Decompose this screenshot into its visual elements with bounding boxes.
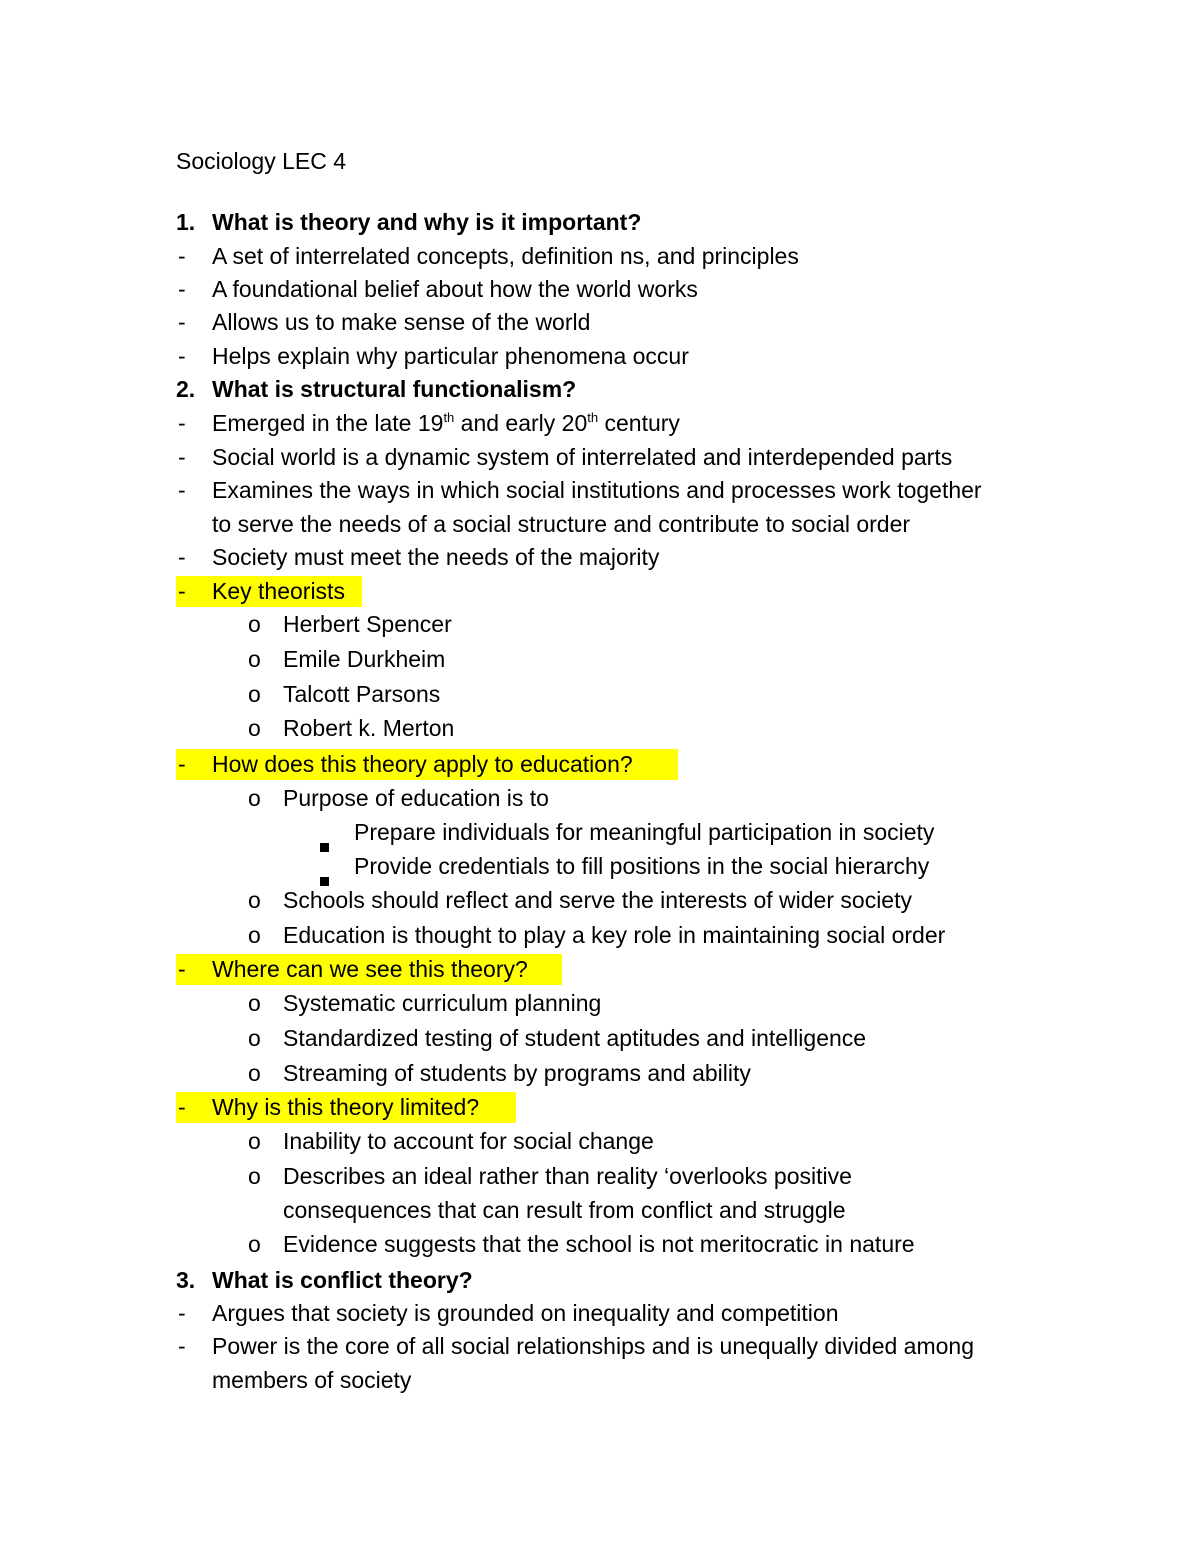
dash-bullet: - (178, 1333, 186, 1359)
circle-bullet: o (248, 715, 261, 741)
dash-bullet: - (178, 956, 186, 982)
section-question: What is structural functionalism? (212, 376, 577, 402)
circle-bullet: o (248, 1025, 261, 1051)
circle-bullet: o (248, 1231, 261, 1257)
dash-bullet: - (178, 751, 186, 777)
list-item: - A set of interrelated concepts, definition ns, and principles (0, 239, 1200, 273)
sub-list-item: o Herbert Spencer (0, 607, 1200, 641)
sub-list-item: o Streaming of students by programs and ability (0, 1056, 1200, 1090)
sub-sub-list-item: Prepare individuals for meaningful participation in society (0, 815, 1200, 849)
highlighted-item: - Why is this theory limited? (0, 1090, 1200, 1124)
section-question: What is theory and why is it important? (212, 209, 642, 235)
circle-bullet: o (248, 887, 261, 913)
sub-list-item: o Describes an ideal rather than reality ‘overlooks positive (0, 1159, 1200, 1193)
sub-list-item: o Robert k. Merton (0, 711, 1200, 745)
dash-bullet: - (178, 243, 186, 269)
list-item: - Allows us to make sense of the world (0, 305, 1200, 339)
section-3-heading (0, 1263, 1200, 1297)
section-1-heading (0, 205, 1200, 239)
sub-list-item: o Emile Durkheim (0, 642, 1200, 676)
section-number: 3. (176, 1267, 196, 1293)
sub-list-item-continuation: consequences that can result from conflict and struggle (283, 1197, 846, 1223)
list-item: - Examines the ways in which social institutions and processes work together (0, 473, 1200, 507)
highlighted-item: - Where can we see this theory? (0, 952, 1200, 986)
circle-bullet: o (248, 1128, 261, 1154)
dash-bullet: - (178, 544, 186, 570)
superscript: th (587, 410, 599, 425)
dash-bullet: - (178, 477, 186, 503)
dash-bullet: - (178, 309, 186, 335)
list-item: - Social world is a dynamic system of interrelated and interdepended parts (0, 440, 1200, 474)
circle-bullet: o (248, 646, 261, 672)
list-item: - Helps explain why particular phenomena occur (0, 339, 1200, 373)
list-item-continuation: to serve the needs of a social structure and contribute to social order (212, 511, 911, 537)
dash-bullet: - (178, 1094, 186, 1120)
highlighted-item: - Key theorists (0, 574, 1200, 608)
sub-list-item: o Inability to account for social change (0, 1124, 1200, 1158)
sub-list-item: o Standardized testing of student aptitudes and intelligence (0, 1021, 1200, 1055)
circle-bullet: o (248, 1060, 261, 1086)
dash-bullet: - (178, 276, 186, 302)
sub-list-item: o Schools should reflect and serve the interests of wider society (0, 883, 1200, 917)
circle-bullet: o (248, 990, 261, 1016)
sub-list-item: o Education is thought to play a key role in maintaining social order (0, 918, 1200, 952)
sub-list-item: o Systematic curriculum planning (0, 986, 1200, 1020)
section-2-heading (0, 372, 1200, 406)
circle-bullet: o (248, 681, 261, 707)
dash-bullet: - (178, 410, 186, 436)
list-item-continuation: members of society (212, 1367, 412, 1393)
dash-bullet: - (178, 578, 186, 604)
superscript: th (443, 410, 455, 425)
sub-list-item: o Talcott Parsons (0, 677, 1200, 711)
list-item: - A foundational belief about how the world works (0, 272, 1200, 306)
section-number: 1. (176, 209, 196, 235)
section-number: 2. (176, 376, 196, 402)
circle-bullet: o (248, 1163, 261, 1189)
list-item: - Argues that society is grounded on inequality and competition (0, 1296, 1200, 1330)
list-item: - Society must meet the needs of the majority (0, 540, 1200, 574)
sub-sub-list-item: Provide credentials to fill positions in the social hierarchy (0, 849, 1200, 883)
dash-bullet: - (178, 1300, 186, 1326)
sub-list-item: o Evidence suggests that the school is not meritocratic in nature (0, 1227, 1200, 1261)
dash-bullet: - (178, 444, 186, 470)
list-item: - Power is the core of all social relationships and is unequally divided among (0, 1329, 1200, 1363)
document-title: Sociology LEC 4 (176, 148, 347, 174)
sub-list-item: o Purpose of education is to (0, 781, 1200, 815)
section-question: What is conflict theory? (212, 1267, 473, 1293)
dash-bullet: - (178, 343, 186, 369)
circle-bullet: o (248, 611, 261, 637)
list-item: - Emerged in the late 19th and early 20th century (0, 406, 1200, 440)
circle-bullet: o (248, 785, 261, 811)
highlighted-item: - How does this theory apply to education? (0, 747, 1200, 781)
circle-bullet: o (248, 922, 261, 948)
